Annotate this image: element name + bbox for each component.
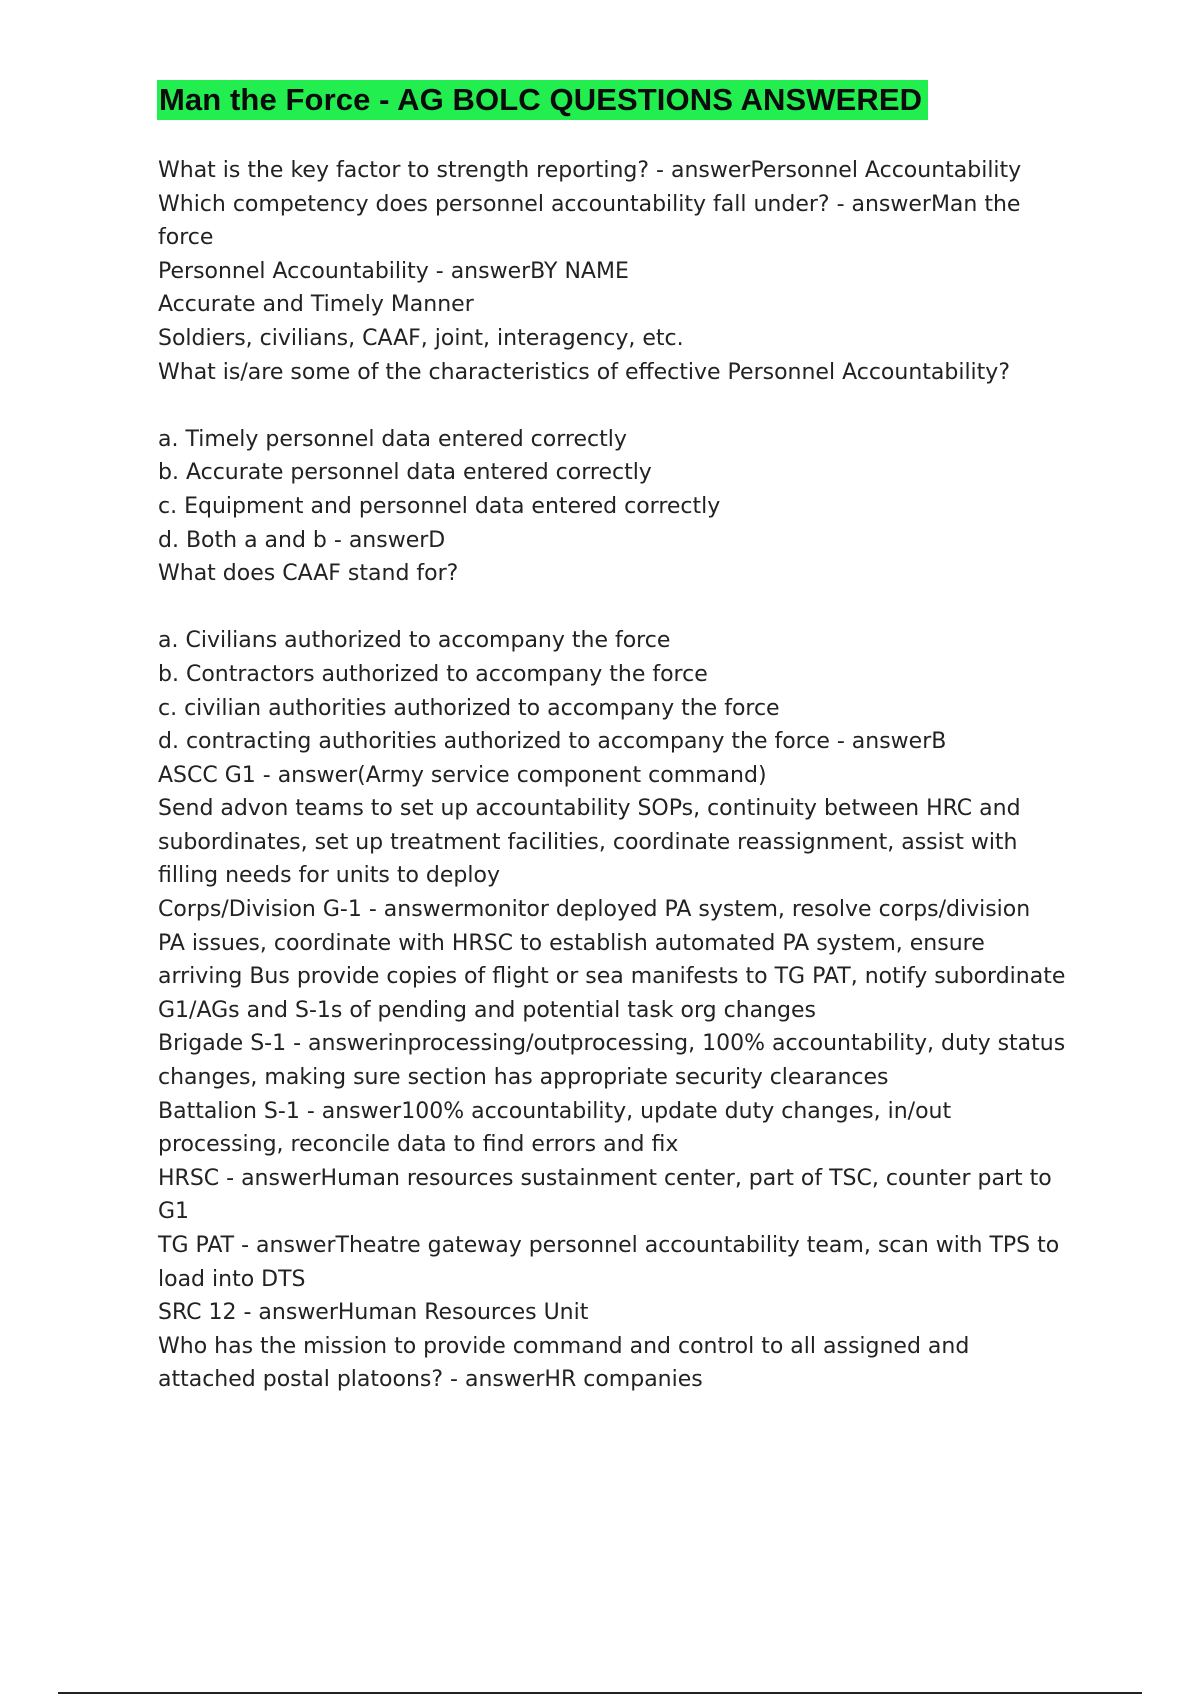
text-line: filling needs for units to deploy: [158, 863, 500, 889]
text-line: processing, reconcile data to find errors and fix: [158, 1132, 679, 1158]
text-line: What does CAAF stand for?: [158, 561, 459, 587]
text-line: changes, making sure section has appropriate security clearances: [158, 1065, 889, 1091]
text-line: Brigade S-1 - answerinprocessing/outprocessing, 100% accountability, duty status: [158, 1031, 1066, 1057]
text-line: a. Civilians authorized to accompany the force: [158, 628, 671, 654]
text-line: TG PAT - answerTheatre gateway personnel accountability team, scan with TPS to: [158, 1233, 1060, 1258]
text-line: Send advon teams to set up accountability SOPs, continuity between HRC and: [158, 796, 1021, 822]
text-line: d. Both a and b - answerD: [158, 527, 446, 553]
text-line: b. Contractors authorized to accompany the force: [158, 661, 708, 687]
document-title: Man the Force - AG BOLC QUESTIONS ANSWERED: [157, 80, 928, 120]
footer-rule: [58, 1692, 1142, 1694]
text-line: Who has the mission to provide command and control to all assigned and: [158, 1333, 970, 1359]
text-line: ASCC G1 - answer(Army service component command): [158, 762, 767, 788]
text-line: Soldiers, civilians, CAAF, joint, interagency, etc.: [158, 325, 684, 351]
blank-line: [158, 591, 1088, 625]
text-line: subordinates, set up treatment facilities, coordinate reassignment, assist with: [158, 829, 1018, 855]
text-line: What is the key factor to strength reporting? - answerPersonnel Accountability: [158, 158, 1022, 183]
text-line: b. Accurate personnel data entered correctly: [158, 460, 652, 486]
text-line: c. Equipment and personnel data entered correctly: [158, 493, 721, 519]
text-line: What is/are some of the characteristics of effective Personnel Accountability?: [158, 359, 1010, 385]
text-line: Corps/Division G-1 - answermonitor deployed PA system, resolve corps/division: [158, 897, 1031, 923]
text-line: G1/AGs and S-1s of pending and potential task org changes: [158, 997, 817, 1023]
text-line: attached postal platoons? - answerHR companies: [158, 1367, 703, 1393]
text-line: Battalion S-1 - answer100% accountability, update duty changes, in/out: [158, 1098, 952, 1124]
text-line: Accurate and Timely Manner: [158, 292, 474, 318]
text-line: Personnel Accountability - answerBY NAME: [158, 258, 629, 284]
text-line: c. civilian authorities authorized to accompany the force: [158, 695, 780, 721]
text-line: Which competency does personnel accountability fall under? - answerMan the: [158, 191, 1021, 217]
blank-line: [158, 389, 1088, 423]
text-line: load into DTS: [158, 1266, 306, 1292]
text-line: HRSC - answerHuman resources sustainment center, part of TSC, counter part to: [158, 1165, 1052, 1191]
text-line: arriving Bus provide copies of flight or sea manifests to TG PAT, notify subordinate: [158, 964, 1066, 990]
title-block: [157, 80, 928, 120]
document-body: [158, 154, 1088, 1397]
text-line: a. Timely personnel data entered correctly: [158, 426, 627, 452]
text-line: force: [158, 225, 214, 251]
text-line: d. contracting authorities authorized to accompany the force - answerB: [158, 729, 947, 755]
text-line: SRC 12 - answerHuman Resources Unit: [158, 1300, 589, 1326]
text-line: PA issues, coordinate with HRSC to establish automated PA system, ensure: [158, 930, 985, 956]
text-line: G1: [158, 1199, 190, 1225]
